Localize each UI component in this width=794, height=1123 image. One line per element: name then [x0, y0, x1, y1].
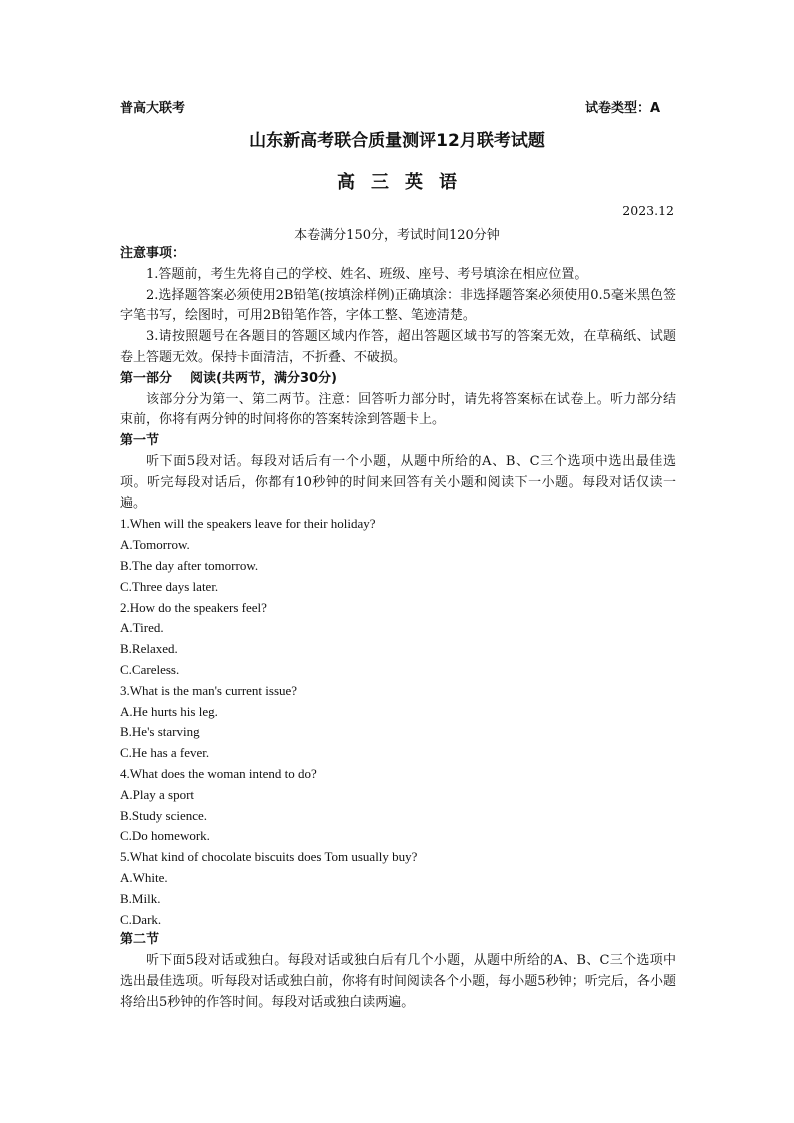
- question-2: [120, 598, 676, 681]
- option-c: C.Do homework.: [120, 828, 210, 844]
- option-c: C.Three days later.: [120, 578, 219, 594]
- question-stem: 4.What does the woman intend to do?: [120, 765, 317, 781]
- part1-title: 阅读(共两节，满分30分): [190, 370, 337, 386]
- exam-date: 2023.12: [622, 203, 674, 218]
- question-stem: 2.How do the speakers feel?: [120, 599, 267, 615]
- option-b: B.He's starving: [120, 724, 200, 740]
- section1-heading: 第一节: [120, 433, 160, 449]
- score-time-line: 本卷满分150分，考试时间120分钟: [294, 228, 500, 243]
- part1-label: 第一部分: [120, 370, 173, 386]
- option-a: A.Play a sport: [120, 786, 195, 802]
- option-c: C.Dark.: [120, 911, 162, 927]
- option-a: A.He hurts his leg.: [120, 703, 218, 719]
- section2-intro: 听下面5段对话或独白。每段对话或独白后有几个小题，从题中所给的A、B、C三个选项中选出最佳选项。听每段对话或独白前，你将有时间阅读各个小题，每小题5秒钟；听完后，各小题将给出5秒钟的作答时间。每段对话或独白读两遍。: [120, 953, 676, 1010]
- question-5: [120, 847, 676, 930]
- section2-heading: 第二节: [120, 932, 160, 948]
- part1-heading: [120, 369, 676, 390]
- exam-content: [120, 244, 676, 1013]
- exam-header: [120, 97, 660, 117]
- section1-intro: 听下面5段对话。每段对话后有一个小题，从题中所给的A、B、C三个选项中选出最佳选项。听完每段对话后，你都有10秒钟的时间来回答有关小题和阅读下一小题。每段对话仅读一遍。: [120, 453, 676, 511]
- option-c: C.He has a fever.: [120, 745, 210, 761]
- paper-type: 试卷类型：A: [584, 101, 660, 116]
- note-item: 1.答题前，考生先将自己的学校、姓名、班级、座号、考号填涂在相应位置。: [146, 266, 588, 282]
- question-4: [120, 764, 676, 847]
- question-3: [120, 681, 676, 764]
- note-item: 2.选择题答案必须使用2B铅笔(按填涂样例)正确填涂：非选择题答案必须使用0.5毫米黑色签字笔书写，绘图时，可用2B铅笔作答，字体工整、笔迹清楚。: [120, 287, 676, 324]
- exam-organizer: 普高大联考: [120, 101, 186, 116]
- exam-subject: 高三英语: [337, 172, 473, 193]
- option-a: A.White.: [120, 869, 168, 885]
- question-stem: 5.What kind of chocolate biscuits does Tom usually buy?: [120, 849, 418, 865]
- question-stem: 1.When will the speakers leave for their holiday?: [120, 516, 376, 532]
- option-b: B.Relaxed.: [120, 641, 178, 657]
- notes-heading: 注意事项：: [120, 246, 186, 261]
- part1-intro: 该部分分为第一、第二两节。注意：回答听力部分时，请先将答案标在试卷上。听力部分结束前，你将有两分钟的时间将你的答案转涂到答题卡上。: [120, 391, 676, 428]
- option-c: C.Careless.: [120, 661, 180, 677]
- question-stem: 3.What is the man's current issue?: [120, 682, 298, 698]
- exam-title: 山东新高考联合质量测评12月联考试题: [249, 131, 545, 151]
- option-b: B.The day after tomorrow.: [120, 557, 259, 573]
- option-b: B.Milk.: [120, 890, 161, 906]
- option-a: A.Tired.: [120, 620, 164, 636]
- option-b: B.Study science.: [120, 807, 208, 823]
- option-a: A.Tomorrow.: [120, 537, 190, 553]
- question-1: [120, 514, 676, 597]
- note-item: 3.请按照题号在各题目的答题区域内作答，超出答题区域书写的答案无效，在草稿纸、试题卷上答题无效。保持卡面清洁，不折叠、不破损。: [120, 329, 676, 365]
